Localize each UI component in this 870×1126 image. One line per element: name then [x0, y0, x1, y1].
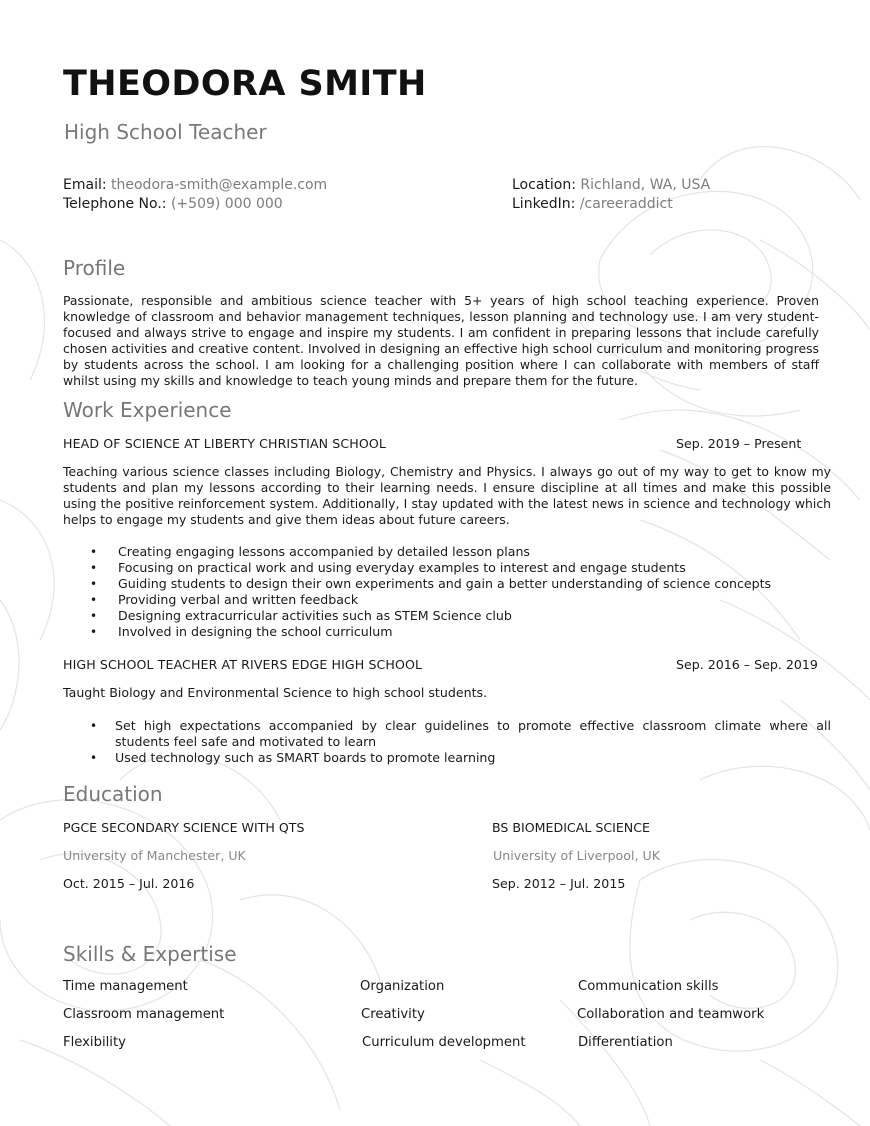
- job-dates-1: Sep. 2019 – Present: [676, 436, 802, 451]
- list-item: • Set high expectations accompanied by clear guidelines to promote effective classroom climate where all students feel safe and motivated to learn: [90, 718, 831, 750]
- education-degree-2: BS BIOMEDICAL SCIENCE: [492, 820, 650, 835]
- skill-item: Creativity: [361, 1007, 425, 1022]
- list-item: • Involved in designing the school curriculum: [90, 624, 393, 640]
- education-dates-2: Sep. 2012 – Jul. 2015: [492, 876, 626, 891]
- skill-item: Classroom management: [63, 1007, 225, 1022]
- linkedin-label: LinkedIn:: [512, 196, 576, 212]
- skill-item: Differentiation: [578, 1035, 673, 1050]
- job-dates-2: Sep. 2016 – Sep. 2019: [676, 657, 818, 672]
- list-item: • Used technology such as SMART boards to promote learning: [90, 750, 496, 766]
- email-link[interactable]: theodora-smith@example.com: [111, 177, 328, 193]
- profile-summary: Passionate, responsible and ambitious science teacher with 5+ years of high school teaching experience. Proven knowledge of classroom and behavior management techniques, lesson planning and technology use. I am very student-focused and always strive to engage and inspire my students. I am confident in preparing lessons that include carefully chosen activities and creative content. Involved in designing an effective high school curriculum and monitoring progress by students across the school. I am looking for a challenging position where I can collaborate with members of staff whilst using my skills and knowledge to teach young minds and prepare them for the future.: [63, 293, 819, 388]
- job-1-bullet-list: [90, 544, 838, 641]
- work-experience-heading: Work Experience: [63, 398, 232, 422]
- location-line: [512, 177, 710, 193]
- education-university-1: University of Manchester, UK: [63, 848, 246, 863]
- job-title-2: HIGH SCHOOL TEACHER AT RIVERS EDGE HIGH SCHOOL: [63, 657, 423, 672]
- education-dates-1: Oct. 2015 – Jul. 2016: [63, 876, 195, 891]
- job-description-1: Teaching various science classes including Biology, Chemistry and Physics. I always go out of my way to get to know my students and plan my lessons according to their learning needs. I ensure discipline at all times and make this possible using the positive reinforcement system. Additionally, I stay updated with the latest news in science and technology which helps to engage my students and give them ideas about future careers.: [63, 464, 831, 527]
- email-line: [63, 177, 327, 193]
- skills-heading: Skills & Expertise: [63, 942, 237, 966]
- education-heading: Education: [63, 782, 163, 806]
- list-item: • Providing verbal and written feedback: [90, 592, 359, 608]
- list-item: • Guiding students to design their own experiments and gain a better understanding of science concepts: [90, 576, 772, 592]
- skill-item: Curriculum development: [362, 1035, 526, 1050]
- education-degree-1: PGCE SECONDARY SCIENCE WITH QTS: [63, 820, 305, 835]
- phone-line: [63, 196, 283, 212]
- skill-item: Time management: [63, 979, 188, 994]
- location-label: Location:: [512, 177, 576, 193]
- linkedin-link[interactable]: /careeraddict: [579, 196, 673, 212]
- linkedin-line: [512, 196, 673, 212]
- job-description-2: Taught Biology and Environmental Science to high school students.: [63, 685, 488, 700]
- education-university-2: University of Liverpool, UK: [493, 848, 660, 863]
- location-value: Richland, WA, USA: [580, 177, 711, 193]
- list-item: • Creating engaging lessons accompanied by detailed lesson plans: [90, 544, 530, 559]
- phone-label: Telephone No.:: [63, 196, 167, 212]
- list-item: • Designing extracurricular activities such as STEM Science club: [90, 608, 512, 624]
- phone-value: (+509) 000 000: [170, 196, 283, 212]
- skill-item: Communication skills: [578, 979, 719, 994]
- candidate-name: THEODORA SMITH: [63, 64, 427, 104]
- email-label: Email:: [63, 177, 107, 193]
- skill-item: Organization: [360, 979, 445, 994]
- skill-item: Collaboration and teamwork: [577, 1007, 765, 1022]
- job-title-1: HEAD OF SCIENCE AT LIBERTY CHRISTIAN SCHOOL: [63, 436, 386, 451]
- list-item: • Focusing on practical work and using everyday examples to interest and engage students: [90, 560, 686, 576]
- skill-item: Flexibility: [63, 1035, 126, 1050]
- job-title-heading: High School Teacher: [64, 120, 267, 144]
- profile-heading: Profile: [63, 256, 126, 280]
- job-2-bullet-list: [90, 718, 831, 766]
